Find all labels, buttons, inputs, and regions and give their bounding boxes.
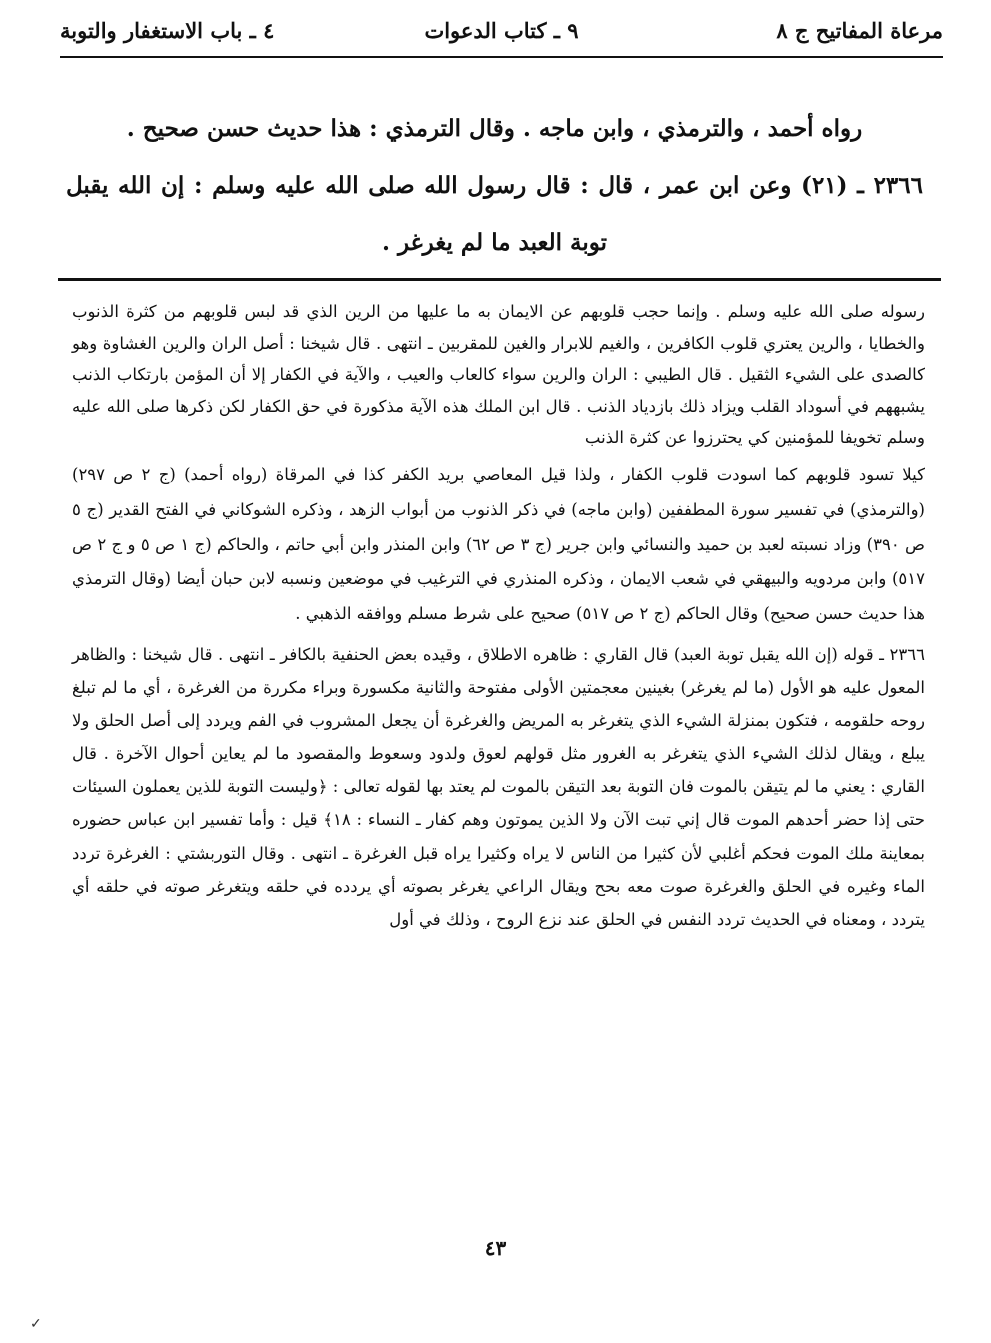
section-divider bbox=[58, 278, 941, 281]
running-header bbox=[60, 18, 943, 54]
header-book-title: ٩ ـ كتاب الدعوات bbox=[424, 18, 579, 43]
hadith-text: ٢٣٦٦ ـ (٢١) وعن ابن عمر ، قال : قال رسول الله صلى الله عليه وسلم : إن الله يقبل توبة العبد ما لم يغرغر . bbox=[66, 172, 923, 256]
commentary-section bbox=[72, 296, 925, 936]
header-rule bbox=[60, 56, 943, 58]
hadith-section bbox=[66, 100, 923, 271]
corner-mark: ✓ bbox=[30, 1316, 42, 1332]
commentary-paragraph-2: كيلا تسود قلوبهم كما اسودت قلوب الكفار ، ولذا قيل المعاصي بريد الكفر كذا في المرقاة (رواه أحمد) (ج ٢ ص ٢٩٧) (والترمذي) في تفسير سورة المطففين (وابن ماجه) في ذكر الذنوب من أبواب الزهد ، وذكره الشوكاني في الفتح القدير (ج ٥ ص ٣٩٠) وزاد نسبته لعبد بن حميد والنسائي وابن جرير (ج ٣ ص ٦٢) وابن المنذر وابن أبي حاتم ، والحاكم (ج ١ ص ٥ و ج ٢ ص ٥١٧) وابن مردويه والبيهقي في شعب الايمان ، وذكره المنذري في الترغيب في موضعين ونسبه لابن حبان أيضا (وقال الترمذي هذا حديث حسن صحيح) وقال الحاكم (ج ٢ ص ٥١٧) صحيح على شرط مسلم ووافقه الذهبي . bbox=[72, 464, 925, 624]
commentary-paragraph-3: ٢٣٦٦ ـ قوله (إن الله يقبل توبة العبد) قال القاري : ظاهره الاطلاق ، وقيده بعض الحنفية بالكافر ـ انتهى . قال شيخنا : والظاهر المعول عليه هو الأول (ما لم يغرغر) بغينين معجمتين الأولى مفتوحة والثانية مكسورة وبراء مكررة من الغرغرة ، أي ما لم تبلغ روحه حلقومه ، فتكون بمنزلة الشيء الذي يتغرغر به المريض والغرغرة أن يجعل المشروب في الفم ويردد إلى أصل الحلق ولا يبلع ، ويقال لذلك الشيء الذي يتغرغر به الغرور مثل قولهم لعوق ولدود وسعوط والمقصود ما لم يعاين أحوال الآخرة . قال القاري : يعني ما لم يتيقن بالموت فان التوبة بعد التيقن بالموت لم يعتد بها لقوله تعالى : ﴿وليست التوبة للذين يعملون السيئات حتى إذا حضر أحدهم الموت قال إني تبت الآن ولا الذين يموتون وهم كفار ـ النساء : ١٨﴾ قيل : وأما تفسير ابن عباس حضوره بمعاينة ملك الموت فحكم أغلبي لأن كثيرا من الناس لا يراه وكثيرا يراه قبل الغرغرة ـ انتهى . وقال التوربشتي : الغرغرة تردد الماء وغيره في الحلق والغرغرة صوت معه بحح ويقال الراعي يغرغر بصوته أي يردده في حلقه ويتغرغر صوته في حلقه أي يتردد ، ومعناه في الحديث تردد النفس في الحلق عند نزع الروح ، وذلك في أول bbox=[72, 644, 925, 929]
hadith-source-line: رواه أحمد ، والترمذي ، وابن ماجه . وقال الترمذي : هذا حديث حسن صحيح . bbox=[126, 115, 863, 142]
commentary-paragraph-1: رسوله صلى الله عليه وسلم . وإنما حجب قلوبهم عن الايمان به ما عليها من الرين الذي قد لبس قلوبهم من كثرة الذنوب والخطايا ، والرين يعتري قلوب الكافرين ، والغيم للابرار والغين للمقربين ـ انتهى . قال شيخنا : أصل الران والرين الغشاوة وهو كالصدى على الشيء الثقيل . قال الطيبي : الران والرين سواء كالعاب والعيب ، والآية في الكفار إلا أن المؤمن بارتكاب الذنب يشبههم في أسوداد القلب ويزاد ذلك بازدياد الذنب . قال ابن الملك هذه الآية مذكورة في حق الكفار لكن ذكرها صلى الله عليه وسلم تخويفا للمؤمنين كي يحترزوا عن كثرة الذنب bbox=[72, 302, 925, 448]
page-number: ٤٣ bbox=[484, 1236, 507, 1260]
header-book-volume: مرعاة المفاتيح ج ٨ bbox=[776, 18, 943, 43]
header-chapter-title: ٤ ـ باب الاستغفار والتوبة bbox=[60, 18, 275, 43]
